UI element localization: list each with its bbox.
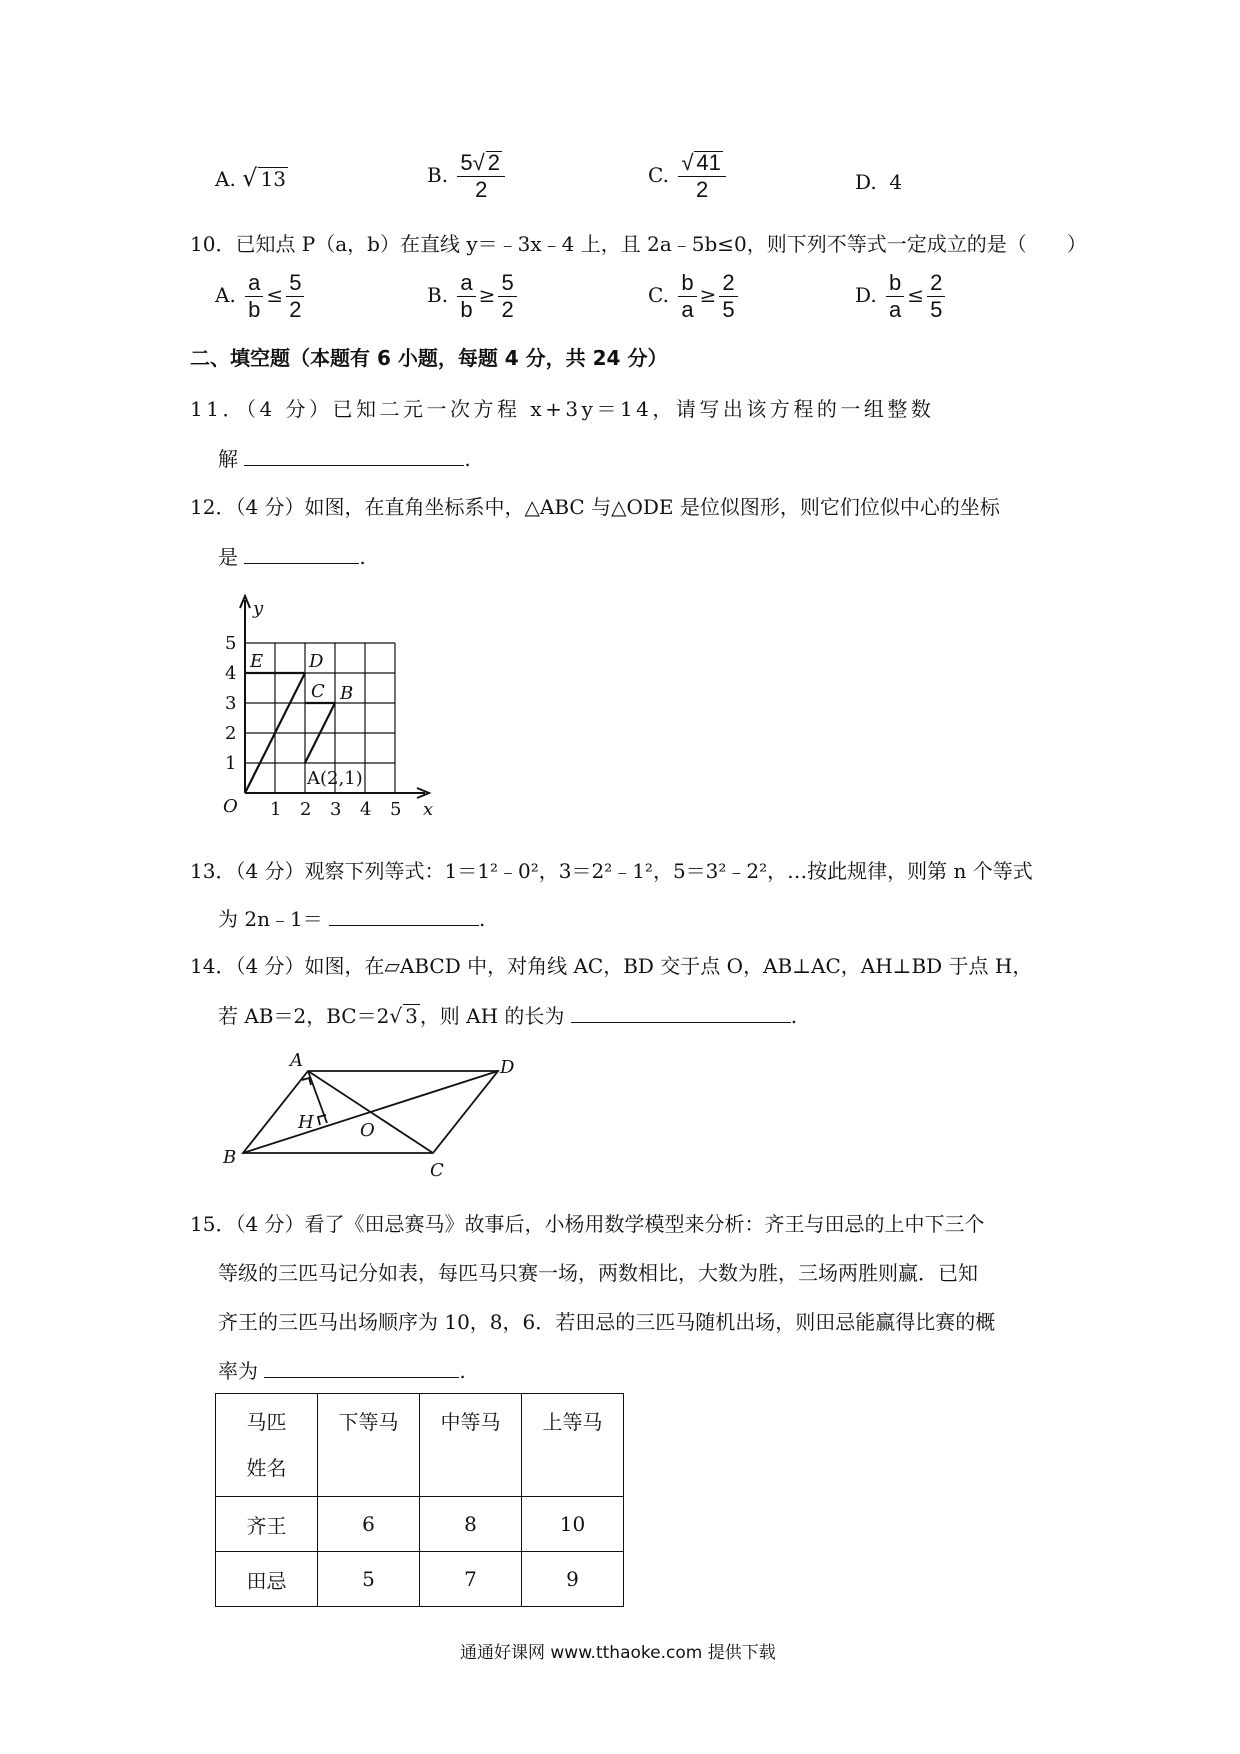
row-name: 齐王 <box>216 1497 318 1552</box>
q10-option-a: A. $\frac{a}{b}$ ≤ $\frac{5}{2}$ <box>215 270 307 323</box>
table-cell: 10 <box>522 1497 624 1552</box>
q12-line2: 是 . <box>218 545 366 569</box>
q12-answer-blank[interactable] <box>244 543 359 564</box>
y-tick-4: 4 <box>225 663 237 684</box>
q10-option-d: D. $\frac{b}{a}$ ≤ $\frac{2}{5}$ <box>855 270 948 323</box>
table-col-header: 中等马 <box>420 1394 522 1497</box>
table-row <box>216 1552 624 1607</box>
q14-line2: 若 AB＝2，BC＝2√ 3 ，则 AH 的长为 . <box>218 1004 798 1028</box>
x-axis-label: x <box>423 799 434 820</box>
y-tick-2: 2 <box>225 723 237 744</box>
section-title: 二、填空题（本题有 6 小题，每题 4 分，共 24 分） <box>190 346 668 370</box>
q9-option-c: C. $\frac{√ 41}{2}$ <box>648 150 729 203</box>
origin-label: O <box>223 796 238 817</box>
q15-answer-blank[interactable] <box>264 1357 459 1378</box>
x-tick-2: 2 <box>300 799 312 820</box>
table-col-header: 上等马 <box>522 1394 624 1497</box>
point-c-label: C <box>311 681 325 702</box>
point-a-label: A(2,1) <box>307 768 363 789</box>
table-col-header: 下等马 <box>318 1394 420 1497</box>
q15-line2: 等级的三匹马记分如表，每匹马只赛一场，两数相比，大数为胜，三场两胜则赢．已知 <box>218 1261 978 1285</box>
q13-line1: 13．（4 分）观察下列等式：1＝1²﹣0²，3＝2²﹣1²，5＝3²﹣2²，…按此规律，则第 n 个等式 <box>190 859 1033 883</box>
table-row <box>216 1497 624 1552</box>
q10-option-b: B. $\frac{a}{b}$ ≥ $\frac{5}{2}$ <box>427 270 520 323</box>
table-cell: 5 <box>318 1552 420 1607</box>
vertex-d-label: D <box>500 1057 515 1078</box>
table-cell: 6 <box>318 1497 420 1552</box>
q12-coordinate-figure <box>215 590 445 820</box>
vertex-c-label: C <box>430 1160 444 1181</box>
y-axis-label: y <box>253 598 264 619</box>
x-tick-3: 3 <box>330 799 342 820</box>
q10-stem: 10．已知点 P（a，b）在直线 y＝﹣3x﹣4 上，且 2a﹣5b≤0，则下列不等式一定成立的是（ ） <box>190 232 1087 256</box>
horse-score-table <box>215 1393 624 1607</box>
row-name: 田忌 <box>216 1552 318 1607</box>
q9-a-radicand: 13 <box>260 167 286 191</box>
table-cell: 9 <box>522 1552 624 1607</box>
x-tick-4: 4 <box>360 799 372 820</box>
x-tick-5: 5 <box>390 799 402 820</box>
q14-parallelogram-figure <box>215 1050 535 1185</box>
q9-option-a: A. √ 13 <box>215 164 286 192</box>
point-h-label: H <box>298 1112 314 1133</box>
table-cell: 8 <box>420 1497 522 1552</box>
q11-line1: 11．（4 分）已知二元一次方程 x+3y＝14，请写出该方程的一组整数 <box>190 397 935 421</box>
q15-line3: 齐王的三匹马出场顺序为 10，8，6．若田忌的三匹马随机出场，则田忌能赢得比赛的概 <box>218 1310 996 1334</box>
y-tick-3: 3 <box>225 693 237 714</box>
point-o-label: O <box>360 1120 375 1141</box>
point-d-label: D <box>309 651 324 672</box>
table-cell: 7 <box>420 1552 522 1607</box>
y-tick-1: 1 <box>225 753 237 774</box>
q11-line2: 解 . <box>218 447 471 471</box>
y-tick-5: 5 <box>225 633 237 654</box>
vertex-a-label: A <box>290 1050 303 1071</box>
q9-option-b: B. $\frac{5√ 2}{2}$ <box>427 150 508 203</box>
vertex-b-label: B <box>223 1147 237 1168</box>
q10-option-c: C. $\frac{b}{a}$ ≥ $\frac{2}{5}$ <box>648 270 741 323</box>
x-tick-1: 1 <box>270 799 282 820</box>
q14-answer-blank[interactable] <box>571 1002 791 1023</box>
q15-line1: 15．（4 分）看了《田忌赛马》故事后，小杨用数学模型来分析：齐王与田忌的上中下三个 <box>190 1212 985 1236</box>
q9-option-d: D. 4 <box>855 170 903 194</box>
page-footer: 通通好课网 www.tthaoke.com 提供下载 <box>460 1643 776 1663</box>
q12-line1: 12．（4 分）如图，在直角坐标系中，△ABC 与△ODE 是位似图形，则它们位似中心的坐标 <box>190 495 1000 519</box>
q13-answer-blank[interactable] <box>329 905 479 926</box>
q13-line2: 为 2n﹣1＝ . <box>218 907 486 931</box>
point-b-label: B <box>340 683 354 704</box>
point-e-label: E <box>250 651 264 672</box>
q14-line1: 14．（4 分）如图，在▱ABCD 中，对角线 AC，BD 交于点 O，AB⊥AC，AH⊥BD 于点 H， <box>190 954 1033 978</box>
q11-answer-blank[interactable] <box>244 445 464 466</box>
table-corner-header: 马匹 姓名 <box>216 1394 318 1497</box>
q15-line4: 率为 . <box>218 1359 466 1383</box>
